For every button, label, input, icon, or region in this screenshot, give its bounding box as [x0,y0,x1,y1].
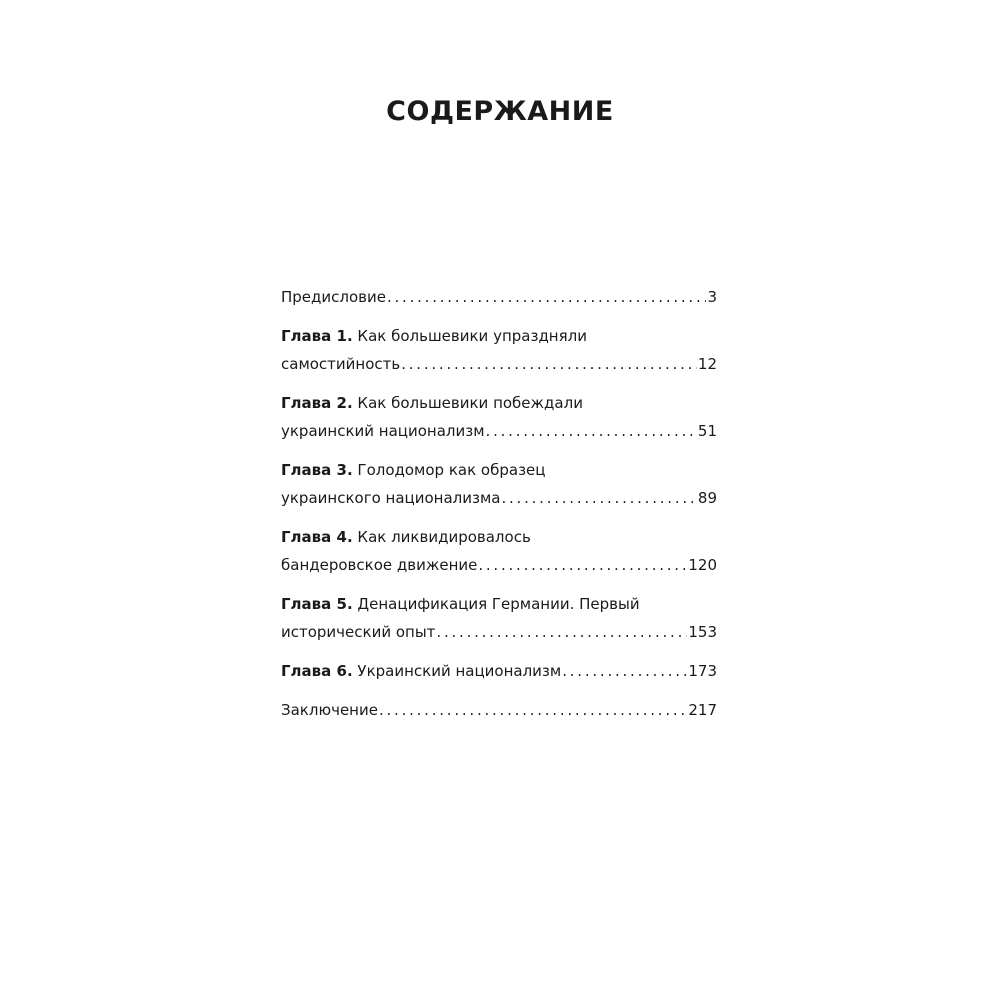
dot-leader [562,657,687,685]
toc-entry-label: Заключение [281,701,378,719]
toc-entry-preface[interactable] [281,283,717,311]
toc-entry-conclusion[interactable] [281,696,717,724]
dot-leader [401,350,697,378]
chapter-title: Украинский национализм [357,662,562,680]
dot-leader [478,551,687,579]
dot-leader [379,696,687,724]
toc-page-number: 173 [688,662,717,680]
toc-entry-chapter-5[interactable] [281,590,717,646]
toc-page-number: 153 [688,623,717,641]
chapter-label: Глава 3. [281,461,353,479]
toc-entry-label: Предисловие [281,288,386,306]
chapter-title-continued: украинский национализм [281,422,485,440]
chapter-title: Как большевики упраздняли [357,327,587,345]
chapter-title-continued: бандеровское движение [281,556,478,574]
toc-entry-chapter-3[interactable] [281,456,717,512]
toc-page-number: 3 [707,288,717,306]
page-title: СОДЕРЖАНИЕ [386,96,614,127]
toc-entry-chapter-6[interactable] [281,657,717,685]
chapter-title: Денацификация Германии. Первый [357,595,640,613]
chapter-title: Как ликвидировалось [357,528,531,546]
toc-page-number: 89 [697,489,717,507]
chapter-title-continued: исторический опыт [281,623,436,641]
toc-page-number: 120 [688,556,717,574]
table-of-contents [281,283,717,735]
chapter-title: Голодомор как образец [357,461,546,479]
toc-page-number: 12 [697,355,717,373]
dot-leader [486,417,697,445]
chapter-label: Глава 4. [281,528,353,546]
chapter-title: Как большевики побеждали [357,394,583,412]
chapter-title-continued: украинского национализма [281,489,501,507]
toc-page-number: 51 [697,422,717,440]
toc-entry-chapter-4[interactable] [281,523,717,579]
dot-leader [501,484,696,512]
toc-entry-chapter-2[interactable] [281,389,717,445]
dot-leader [436,618,687,646]
toc-entry-chapter-1[interactable] [281,322,717,378]
chapter-label: Глава 5. [281,595,353,613]
chapter-title-continued: самостийность [281,355,401,373]
toc-page-number: 217 [688,701,717,719]
chapter-label: Глава 6. [281,662,353,680]
dot-leader [387,283,706,311]
chapter-label: Глава 1. [281,327,353,345]
chapter-label: Глава 2. [281,394,353,412]
